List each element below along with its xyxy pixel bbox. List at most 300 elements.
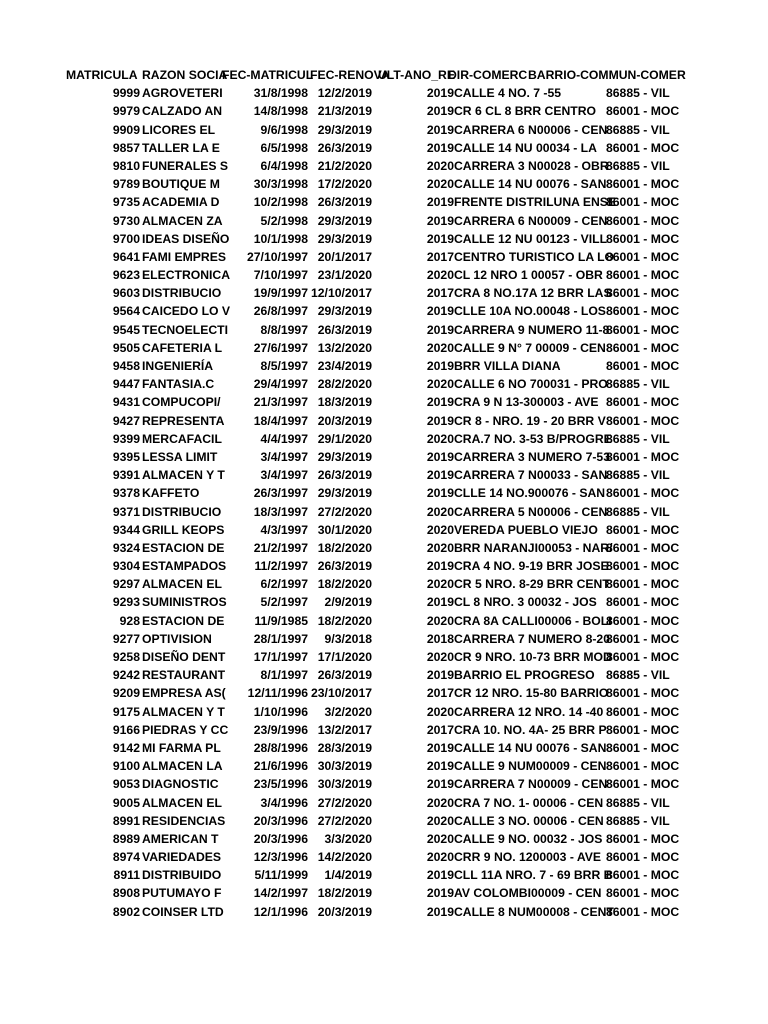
cell-matricula: 9399 bbox=[112, 431, 140, 446]
cell-razon-social: SUMINISTROS bbox=[142, 595, 227, 610]
cell-barrio-commun: 86001 - MOC bbox=[606, 268, 680, 283]
cell-matricula: 9053 bbox=[112, 777, 140, 792]
cell-fec-renovacion: 26/3/2019 bbox=[317, 195, 372, 210]
cell-matricula: 9391 bbox=[112, 468, 140, 483]
cell-razon-social: OPTIVISION bbox=[142, 631, 212, 646]
cell-fec-matricula: 8/5/1997 bbox=[260, 359, 308, 373]
cell-ult-ano-ren: 2019 bbox=[426, 486, 454, 501]
cell-razon-social: CAICEDO LO V bbox=[142, 304, 231, 319]
cell-razon-social: AGROVETERI bbox=[142, 86, 223, 101]
table-row bbox=[62, 503, 679, 521]
cell-barrio-commun: 86885 - VIL bbox=[606, 431, 670, 446]
cell-razon-social: IDEAS DISEÑO bbox=[142, 231, 230, 246]
cell-razon-social: RESIDENCIAS bbox=[142, 813, 226, 828]
cell-barrio-commun: 86001 - MOC bbox=[606, 177, 680, 192]
cell-matricula: 8902 bbox=[112, 904, 140, 919]
cell-dir-comercial: CARRERA 7 N00033 - SAN bbox=[454, 468, 608, 483]
cell-barrio-commun: 86001 - MOC bbox=[606, 140, 680, 155]
cell-razon-social: COINSER LTD bbox=[142, 904, 224, 919]
cell-dir-comercial: CARRERA 7 NUMERO 8-20 bbox=[454, 631, 610, 646]
cell-ult-ano-ren: 2019 bbox=[426, 359, 454, 373]
cell-matricula: 9447 bbox=[112, 377, 140, 392]
cell-fec-renovacion: 23/10/2017 bbox=[311, 686, 372, 701]
header-fec-renovacion: FEC-RENOVA bbox=[310, 68, 390, 82]
table-row bbox=[62, 102, 679, 120]
cell-dir-comercial: CALLE 9 NO. 00032 - JOS bbox=[454, 831, 603, 846]
cell-matricula: 8991 bbox=[112, 813, 140, 828]
cell-razon-social: DISTRIBUCIO bbox=[142, 286, 222, 301]
table-row bbox=[62, 193, 679, 211]
cell-dir-comercial: BRR VILLA DIANA bbox=[454, 359, 561, 373]
cell-ult-ano-ren: 2019 bbox=[426, 395, 454, 410]
cell-matricula: 9857 bbox=[112, 140, 140, 155]
cell-fec-matricula: 20/3/1996 bbox=[253, 813, 308, 828]
cell-ult-ano-ren: 2019 bbox=[426, 740, 454, 755]
table-row bbox=[62, 557, 679, 575]
table-row bbox=[62, 357, 679, 375]
cell-matricula: 9564 bbox=[112, 304, 140, 319]
table-row bbox=[62, 302, 679, 320]
cell-fec-renovacion: 21/2/2020 bbox=[317, 158, 372, 173]
cell-fec-matricula: 3/4/1997 bbox=[260, 468, 308, 483]
cell-fec-renovacion: 20/3/2019 bbox=[317, 904, 372, 919]
table-row bbox=[62, 321, 679, 339]
cell-fec-matricula: 9/6/1998 bbox=[260, 122, 308, 137]
cell-fec-renovacion: 12/2/2019 bbox=[317, 86, 372, 101]
cell-fec-matricula: 10/1/1998 bbox=[253, 231, 308, 246]
cell-barrio-commun: 86885 - VIL bbox=[606, 86, 670, 101]
cell-dir-comercial: CALLE 6 NO 700031 - PRO bbox=[454, 377, 608, 392]
cell-ult-ano-ren: 2020 bbox=[426, 522, 454, 537]
cell-fec-matricula: 5/2/1998 bbox=[260, 213, 308, 228]
cell-dir-comercial: CALLE 14 NU 00034 - LA bbox=[454, 140, 597, 155]
cell-ult-ano-ren: 2020 bbox=[426, 177, 454, 192]
cell-ult-ano-ren: 2019 bbox=[426, 886, 454, 901]
cell-barrio-commun: 86885 - VIL bbox=[606, 377, 670, 392]
cell-fec-renovacion: 20/3/2019 bbox=[317, 413, 372, 428]
cell-razon-social: GRILL KEOPS bbox=[142, 522, 225, 537]
table-row bbox=[62, 521, 679, 539]
cell-barrio-commun: 86001 - MOC bbox=[606, 359, 680, 373]
cell-razon-social: FAMI EMPRES bbox=[142, 249, 226, 264]
cell-fec-matricula: 8/1/1997 bbox=[260, 668, 308, 683]
cell-barrio-commun: 86001 - MOC bbox=[606, 249, 680, 264]
table-row bbox=[62, 575, 679, 593]
cell-fec-renovacion: 29/1/2020 bbox=[317, 431, 372, 446]
table-body bbox=[62, 84, 679, 921]
cell-fec-renovacion: 2/9/2019 bbox=[324, 595, 372, 610]
table-row bbox=[62, 884, 679, 902]
cell-dir-comercial: CARRERA 3 NUMERO 7-53 bbox=[454, 449, 610, 464]
cell-fec-renovacion: 29/3/2019 bbox=[317, 304, 372, 319]
header-dir-comercial: DIR-COMERC bbox=[448, 68, 528, 82]
cell-fec-matricula: 11/9/1985 bbox=[254, 613, 308, 628]
table-row bbox=[62, 739, 679, 757]
table-row bbox=[62, 539, 679, 557]
cell-ult-ano-ren: 2020 bbox=[426, 540, 454, 555]
cell-fec-matricula: 28/8/1996 bbox=[253, 740, 308, 755]
cell-barrio-commun: 86001 - MOC bbox=[606, 868, 680, 883]
cell-razon-social: ESTACION DE bbox=[142, 613, 225, 628]
table-row bbox=[62, 430, 679, 448]
cell-razon-social: MERCAFACIL bbox=[142, 431, 222, 446]
cell-razon-social: RESTAURANT bbox=[142, 668, 226, 683]
table-row bbox=[62, 848, 679, 866]
cell-matricula: 9005 bbox=[112, 795, 140, 810]
cell-matricula: 9142 bbox=[112, 740, 140, 755]
table-row bbox=[62, 248, 679, 266]
cell-ult-ano-ren: 2019 bbox=[426, 140, 454, 155]
cell-barrio-commun: 86001 - MOC bbox=[606, 740, 680, 755]
cell-matricula: 9293 bbox=[112, 595, 140, 610]
cell-fec-renovacion: 28/3/2019 bbox=[317, 740, 372, 755]
cell-barrio-commun: 86001 - MOC bbox=[606, 322, 680, 337]
cell-matricula: 9505 bbox=[112, 340, 140, 355]
cell-ult-ano-ren: 2019 bbox=[426, 759, 454, 774]
cell-fec-renovacion: 12/10/2017 bbox=[311, 286, 372, 301]
cell-ult-ano-ren: 2019 bbox=[426, 595, 454, 610]
cell-barrio-commun: 86001 - MOC bbox=[606, 650, 680, 664]
cell-matricula: 9623 bbox=[112, 268, 140, 283]
cell-ult-ano-ren: 2019 bbox=[426, 195, 454, 210]
cell-dir-comercial: CR 5 NRO. 8-29 BRR CENT bbox=[454, 577, 610, 592]
cell-fec-matricula: 26/8/1997 bbox=[253, 304, 308, 319]
cell-fec-renovacion: 27/2/2020 bbox=[317, 504, 372, 519]
cell-barrio-commun: 86885 - VIL bbox=[606, 122, 670, 137]
cell-ult-ano-ren: 2020 bbox=[426, 268, 454, 283]
cell-fec-matricula: 14/2/1997 bbox=[253, 886, 308, 901]
cell-fec-renovacion: 30/3/2019 bbox=[317, 777, 372, 792]
cell-ult-ano-ren: 2019 bbox=[426, 449, 454, 464]
cell-dir-comercial: CARRERA 6 N00009 - CEN bbox=[454, 213, 608, 228]
cell-fec-renovacion: 27/2/2020 bbox=[317, 813, 372, 828]
cell-fec-renovacion: 18/2/2020 bbox=[317, 613, 372, 628]
cell-matricula: 9324 bbox=[112, 540, 140, 555]
cell-razon-social: VARIEDADES bbox=[142, 850, 222, 865]
cell-matricula: 9730 bbox=[112, 213, 140, 228]
table-row bbox=[62, 484, 679, 502]
table-row bbox=[62, 721, 679, 739]
cell-dir-comercial: CRA.7 NO. 3-53 B/PROGRE bbox=[454, 431, 612, 446]
cell-ult-ano-ren: 2019 bbox=[426, 86, 454, 101]
cell-dir-comercial: CALLE 9 N° 7 00009 - CEN bbox=[454, 340, 606, 355]
cell-ult-ano-ren: 2020 bbox=[426, 158, 454, 173]
cell-fec-matricula: 21/6/1996 bbox=[253, 759, 308, 774]
cell-fec-renovacion: 20/1/2017 bbox=[317, 249, 372, 264]
cell-matricula: 9999 bbox=[112, 86, 140, 101]
cell-barrio-commun: 86885 - VIL bbox=[606, 158, 670, 173]
table-row bbox=[62, 866, 679, 884]
cell-barrio-commun: 86001 - MOC bbox=[606, 213, 680, 228]
cell-razon-social: ALMACEN LA bbox=[142, 759, 223, 774]
table-row bbox=[62, 175, 679, 193]
cell-fec-matricula: 12/3/1996 bbox=[253, 850, 308, 865]
cell-dir-comercial: CL 12 NRO 1 00057 - OBR bbox=[454, 268, 603, 283]
cell-matricula: 9277 bbox=[112, 631, 140, 646]
cell-dir-comercial: CARRERA 7 N00009 - CEN bbox=[454, 777, 608, 792]
cell-razon-social: DISTRIBUIDO bbox=[142, 868, 222, 883]
cell-dir-comercial: BRR NARANJI00053 - NAR/ bbox=[454, 540, 613, 555]
cell-matricula: 8908 bbox=[112, 886, 140, 901]
cell-matricula: 9458 bbox=[112, 359, 140, 373]
cell-fec-renovacion: 26/3/2019 bbox=[317, 322, 372, 337]
cell-razon-social: ELECTRONICA bbox=[142, 268, 231, 283]
cell-fec-matricula: 12/11/1996 bbox=[247, 686, 308, 701]
cell-barrio-commun: 86001 - MOC bbox=[606, 104, 680, 119]
cell-dir-comercial: CALLE 12 NU 00123 - VILL bbox=[454, 231, 608, 246]
cell-fec-matricula: 6/5/1998 bbox=[260, 140, 308, 155]
table-row bbox=[62, 412, 679, 430]
cell-ult-ano-ren: 2020 bbox=[426, 431, 454, 446]
cell-barrio-commun: 86001 - MOC bbox=[606, 613, 680, 628]
header-row bbox=[62, 66, 686, 84]
cell-fec-renovacion: 29/3/2019 bbox=[317, 122, 372, 137]
cell-barrio-commun: 86001 - MOC bbox=[606, 559, 680, 574]
cell-razon-social: FUNERALES S bbox=[142, 158, 228, 173]
cell-ult-ano-ren: 2020 bbox=[426, 504, 454, 519]
cell-fec-renovacion: 18/2/2020 bbox=[317, 577, 372, 592]
cell-fec-renovacion: 26/3/2019 bbox=[317, 559, 372, 574]
cell-razon-social: LICORES EL bbox=[142, 122, 216, 137]
cell-ult-ano-ren: 2020 bbox=[426, 340, 454, 355]
header-razon-social: RAZON SOCIA bbox=[142, 68, 228, 82]
cell-dir-comercial: CRA 7 NO. 1- 00006 - CEN bbox=[454, 795, 604, 810]
cell-dir-comercial: VEREDA PUEBLO VIEJO bbox=[454, 522, 598, 537]
cell-dir-comercial: CR 6 CL 8 BRR CENTRO bbox=[454, 104, 596, 119]
cell-matricula: 9371 bbox=[112, 504, 140, 519]
cell-barrio-commun: 86001 - MOC bbox=[606, 540, 680, 555]
cell-matricula: 9395 bbox=[112, 449, 140, 464]
table-row bbox=[62, 903, 679, 921]
cell-matricula: 9175 bbox=[112, 704, 140, 719]
cell-matricula: 9100 bbox=[112, 759, 140, 774]
table-row bbox=[62, 266, 679, 284]
cell-ult-ano-ren: 2017 bbox=[426, 286, 454, 301]
cell-matricula: 9735 bbox=[112, 195, 140, 210]
cell-ult-ano-ren: 2019 bbox=[426, 122, 454, 137]
cell-barrio-commun: 86001 - MOC bbox=[606, 522, 680, 537]
cell-matricula: 9166 bbox=[112, 722, 140, 737]
cell-dir-comercial: CALLE 8 NUM00008 - CENT bbox=[454, 904, 614, 919]
cell-ult-ano-ren: 2019 bbox=[426, 104, 454, 119]
cell-matricula: 9431 bbox=[112, 395, 140, 410]
cell-dir-comercial: CARRERA 9 NUMERO 11-8 bbox=[454, 322, 610, 337]
cell-barrio-commun: 86885 - VIL bbox=[606, 813, 670, 828]
table-row bbox=[62, 757, 679, 775]
cell-dir-comercial: AV COLOMBI00009 - CEN bbox=[454, 886, 602, 901]
table-row bbox=[62, 212, 679, 230]
cell-matricula: 9344 bbox=[112, 522, 140, 537]
cell-matricula: 9603 bbox=[112, 286, 140, 301]
cell-matricula: 9258 bbox=[112, 650, 140, 664]
cell-razon-social: ALMACEN EL bbox=[142, 795, 222, 810]
cell-ult-ano-ren: 2020 bbox=[426, 831, 454, 846]
cell-fec-matricula: 6/4/1998 bbox=[260, 158, 308, 173]
cell-barrio-commun: 86885 - VIL bbox=[606, 468, 670, 483]
cell-fec-matricula: 3/4/1996 bbox=[260, 795, 308, 810]
cell-dir-comercial: CLLE 10A NO.00048 - LOS bbox=[454, 304, 606, 319]
cell-matricula: 9979 bbox=[112, 104, 140, 119]
cell-barrio-commun: 86001 - MOC bbox=[606, 831, 680, 846]
cell-dir-comercial: CARRERA 5 N00006 - CEN bbox=[454, 504, 608, 519]
cell-fec-renovacion: 27/2/2020 bbox=[317, 795, 372, 810]
cell-ult-ano-ren: 2020 bbox=[426, 650, 454, 664]
table-row bbox=[62, 830, 679, 848]
table-row bbox=[62, 375, 679, 393]
cell-barrio-commun: 86885 - VIL bbox=[606, 504, 670, 519]
table-row bbox=[62, 666, 679, 684]
cell-razon-social: INGENIERÍA bbox=[142, 359, 214, 373]
cell-fec-renovacion: 26/3/2019 bbox=[317, 140, 372, 155]
cell-ult-ano-ren: 2020 bbox=[426, 813, 454, 828]
cell-ult-ano-ren: 2019 bbox=[426, 304, 454, 319]
cell-fec-matricula: 29/4/1997 bbox=[253, 377, 308, 392]
cell-matricula: 8989 bbox=[112, 831, 140, 846]
cell-dir-comercial: FRENTE DISTRILUNA ENSE bbox=[454, 195, 617, 210]
cell-barrio-commun: 86885 - VIL bbox=[606, 795, 670, 810]
cell-fec-matricula: 5/11/1999 bbox=[254, 868, 308, 883]
cell-ult-ano-ren: 2019 bbox=[426, 559, 454, 574]
cell-ult-ano-ren: 2017 bbox=[426, 686, 454, 701]
header-ult-ano-ren: ULT-ANO_RE bbox=[378, 68, 455, 82]
cell-dir-comercial: CARRERA 6 N00006 - CEN bbox=[454, 122, 608, 137]
cell-razon-social: ESTAMPADOS bbox=[142, 559, 227, 574]
cell-fec-matricula: 18/3/1997 bbox=[253, 504, 308, 519]
table-row bbox=[62, 630, 679, 648]
cell-razon-social: MI FARMA PL bbox=[142, 740, 221, 755]
cell-razon-social: ALMACEN EL bbox=[142, 577, 222, 592]
cell-razon-social: COMPUCOPI/ bbox=[142, 395, 221, 410]
cell-razon-social: ALMACEN ZA bbox=[142, 213, 223, 228]
cell-fec-renovacion: 3/2/2020 bbox=[324, 704, 372, 719]
cell-dir-comercial: CRA 9 N 13-300003 - AVE bbox=[454, 395, 599, 410]
cell-matricula: 9378 bbox=[112, 486, 140, 501]
cell-fec-matricula: 23/5/1996 bbox=[253, 777, 308, 792]
cell-razon-social: ALMACEN Y T bbox=[142, 704, 225, 719]
cell-razon-social: TECNOELECTI bbox=[142, 322, 228, 337]
table-row bbox=[62, 593, 679, 611]
cell-fec-renovacion: 26/3/2019 bbox=[317, 668, 372, 683]
cell-ult-ano-ren: 2020 bbox=[426, 577, 454, 592]
cell-dir-comercial: CLL 11A NRO. 7 - 69 BRR B bbox=[454, 868, 613, 883]
cell-fec-renovacion: 18/3/2019 bbox=[317, 395, 372, 410]
cell-matricula: 8974 bbox=[112, 850, 140, 865]
cell-barrio-commun: 86001 - MOC bbox=[606, 577, 680, 592]
cell-matricula: 9810 bbox=[112, 158, 140, 173]
cell-dir-comercial: CALLE 3 NO. 00006 - CEN bbox=[454, 813, 604, 828]
cell-dir-comercial: CL 8 NRO. 3 00032 - JOS bbox=[454, 595, 597, 610]
cell-barrio-commun: 86001 - MOC bbox=[606, 231, 680, 246]
table-row bbox=[62, 648, 679, 666]
cell-razon-social: TALLER LA E bbox=[142, 140, 220, 155]
cell-fec-matricula: 20/3/1996 bbox=[253, 831, 308, 846]
table-row bbox=[62, 157, 679, 175]
cell-razon-social: ACADEMIA D bbox=[142, 195, 220, 210]
cell-ult-ano-ren: 2017 bbox=[426, 249, 454, 264]
cell-barrio-commun: 86001 - MOC bbox=[606, 904, 680, 919]
cell-matricula: 9545 bbox=[112, 322, 140, 337]
cell-fec-renovacion: 17/1/2020 bbox=[317, 650, 372, 664]
cell-fec-matricula: 1/10/1996 bbox=[253, 704, 308, 719]
cell-ult-ano-ren: 2020 bbox=[426, 704, 454, 719]
cell-razon-social: REPRESENTA bbox=[142, 413, 225, 428]
table-row bbox=[62, 812, 679, 830]
cell-fec-matricula: 7/10/1997 bbox=[253, 268, 308, 283]
cell-razon-social: PUTUMAYO F bbox=[142, 886, 222, 901]
cell-razon-social: DIAGNOSTIC bbox=[142, 777, 219, 792]
cell-fec-renovacion: 3/3/2020 bbox=[324, 831, 372, 846]
cell-ult-ano-ren: 2020 bbox=[426, 795, 454, 810]
cell-dir-comercial: CARRERA 12 NRO. 14 -40 bbox=[454, 704, 604, 719]
cell-ult-ano-ren: 2019 bbox=[426, 868, 454, 883]
cell-fec-matricula: 10/2/1998 bbox=[253, 195, 308, 210]
cell-barrio-commun: 86001 - MOC bbox=[606, 722, 680, 737]
cell-fec-matricula: 26/3/1997 bbox=[253, 486, 308, 501]
cell-razon-social: PIEDRAS Y CC bbox=[142, 722, 229, 737]
cell-fec-renovacion: 1/4/2019 bbox=[324, 868, 372, 883]
cell-fec-matricula: 12/1/1996 bbox=[253, 904, 308, 919]
table-row bbox=[62, 393, 679, 411]
cell-fec-matricula: 31/8/1998 bbox=[253, 86, 308, 101]
cell-razon-social: ALMACEN Y T bbox=[142, 468, 225, 483]
cell-fec-renovacion: 18/2/2019 bbox=[317, 886, 372, 901]
cell-razon-social: CALZADO AN bbox=[142, 104, 223, 119]
cell-razon-social: AMERICAN T bbox=[142, 831, 219, 846]
cell-fec-renovacion: 14/2/2020 bbox=[317, 850, 372, 865]
table-row bbox=[62, 703, 679, 721]
cell-barrio-commun: 86001 - MOC bbox=[606, 195, 680, 210]
cell-fec-matricula: 21/3/1997 bbox=[253, 395, 308, 410]
cell-fec-matricula: 21/2/1997 bbox=[253, 540, 308, 555]
cell-fec-renovacion: 29/3/2019 bbox=[317, 449, 372, 464]
table-row bbox=[62, 284, 679, 302]
cell-razon-social: DISTRIBUCIO bbox=[142, 504, 222, 519]
cell-ult-ano-ren: 2019 bbox=[426, 668, 454, 683]
cell-dir-comercial: CR 9 NRO. 10-73 BRR MOD bbox=[454, 650, 612, 664]
table-row bbox=[62, 84, 679, 102]
cell-ult-ano-ren: 2018 bbox=[426, 631, 454, 646]
cell-ult-ano-ren: 2019 bbox=[426, 213, 454, 228]
cell-fec-renovacion: 29/3/2019 bbox=[317, 213, 372, 228]
cell-fec-matricula: 23/9/1996 bbox=[253, 722, 308, 737]
cell-dir-comercial: CALLE 9 NUM00009 - CEN bbox=[454, 759, 607, 774]
cell-dir-comercial: CRA 4 NO. 9-19 BRR JOSE bbox=[454, 559, 609, 574]
cell-matricula: 9427 bbox=[112, 413, 140, 428]
cell-barrio-commun: 86001 - MOC bbox=[606, 449, 680, 464]
cell-fec-matricula: 6/2/1997 bbox=[260, 577, 308, 592]
cell-fec-renovacion: 29/3/2019 bbox=[317, 486, 372, 501]
table-row bbox=[62, 794, 679, 812]
cell-barrio-commun: 86001 - MOC bbox=[606, 304, 680, 319]
cell-ult-ano-ren: 2019 bbox=[426, 904, 454, 919]
table-row bbox=[62, 230, 679, 248]
cell-barrio-commun: 86001 - MOC bbox=[606, 686, 680, 701]
cell-dir-comercial: CALLE 14 NU 00076 - SAN bbox=[454, 177, 607, 192]
cell-dir-comercial: BARRIO EL PROGRESO bbox=[454, 668, 595, 683]
cell-ult-ano-ren: 2020 bbox=[426, 613, 454, 628]
cell-fec-renovacion: 21/3/2019 bbox=[317, 104, 372, 119]
cell-barrio-commun: 86001 - MOC bbox=[606, 777, 680, 792]
cell-dir-comercial: CRA 8 NO.17A 12 BRR LAS bbox=[454, 286, 612, 301]
cell-fec-matricula: 18/4/1997 bbox=[253, 413, 308, 428]
cell-fec-renovacion: 13/2/2017 bbox=[317, 722, 372, 737]
table-row bbox=[62, 339, 679, 357]
cell-matricula: 9909 bbox=[112, 122, 140, 137]
cell-fec-renovacion: 30/3/2019 bbox=[317, 759, 372, 774]
cell-fec-renovacion: 17/2/2020 bbox=[317, 177, 372, 192]
header-matricula: MATRICULA bbox=[66, 68, 138, 82]
cell-dir-comercial: CRA 8A CALLI00006 - BOLI bbox=[454, 613, 612, 628]
